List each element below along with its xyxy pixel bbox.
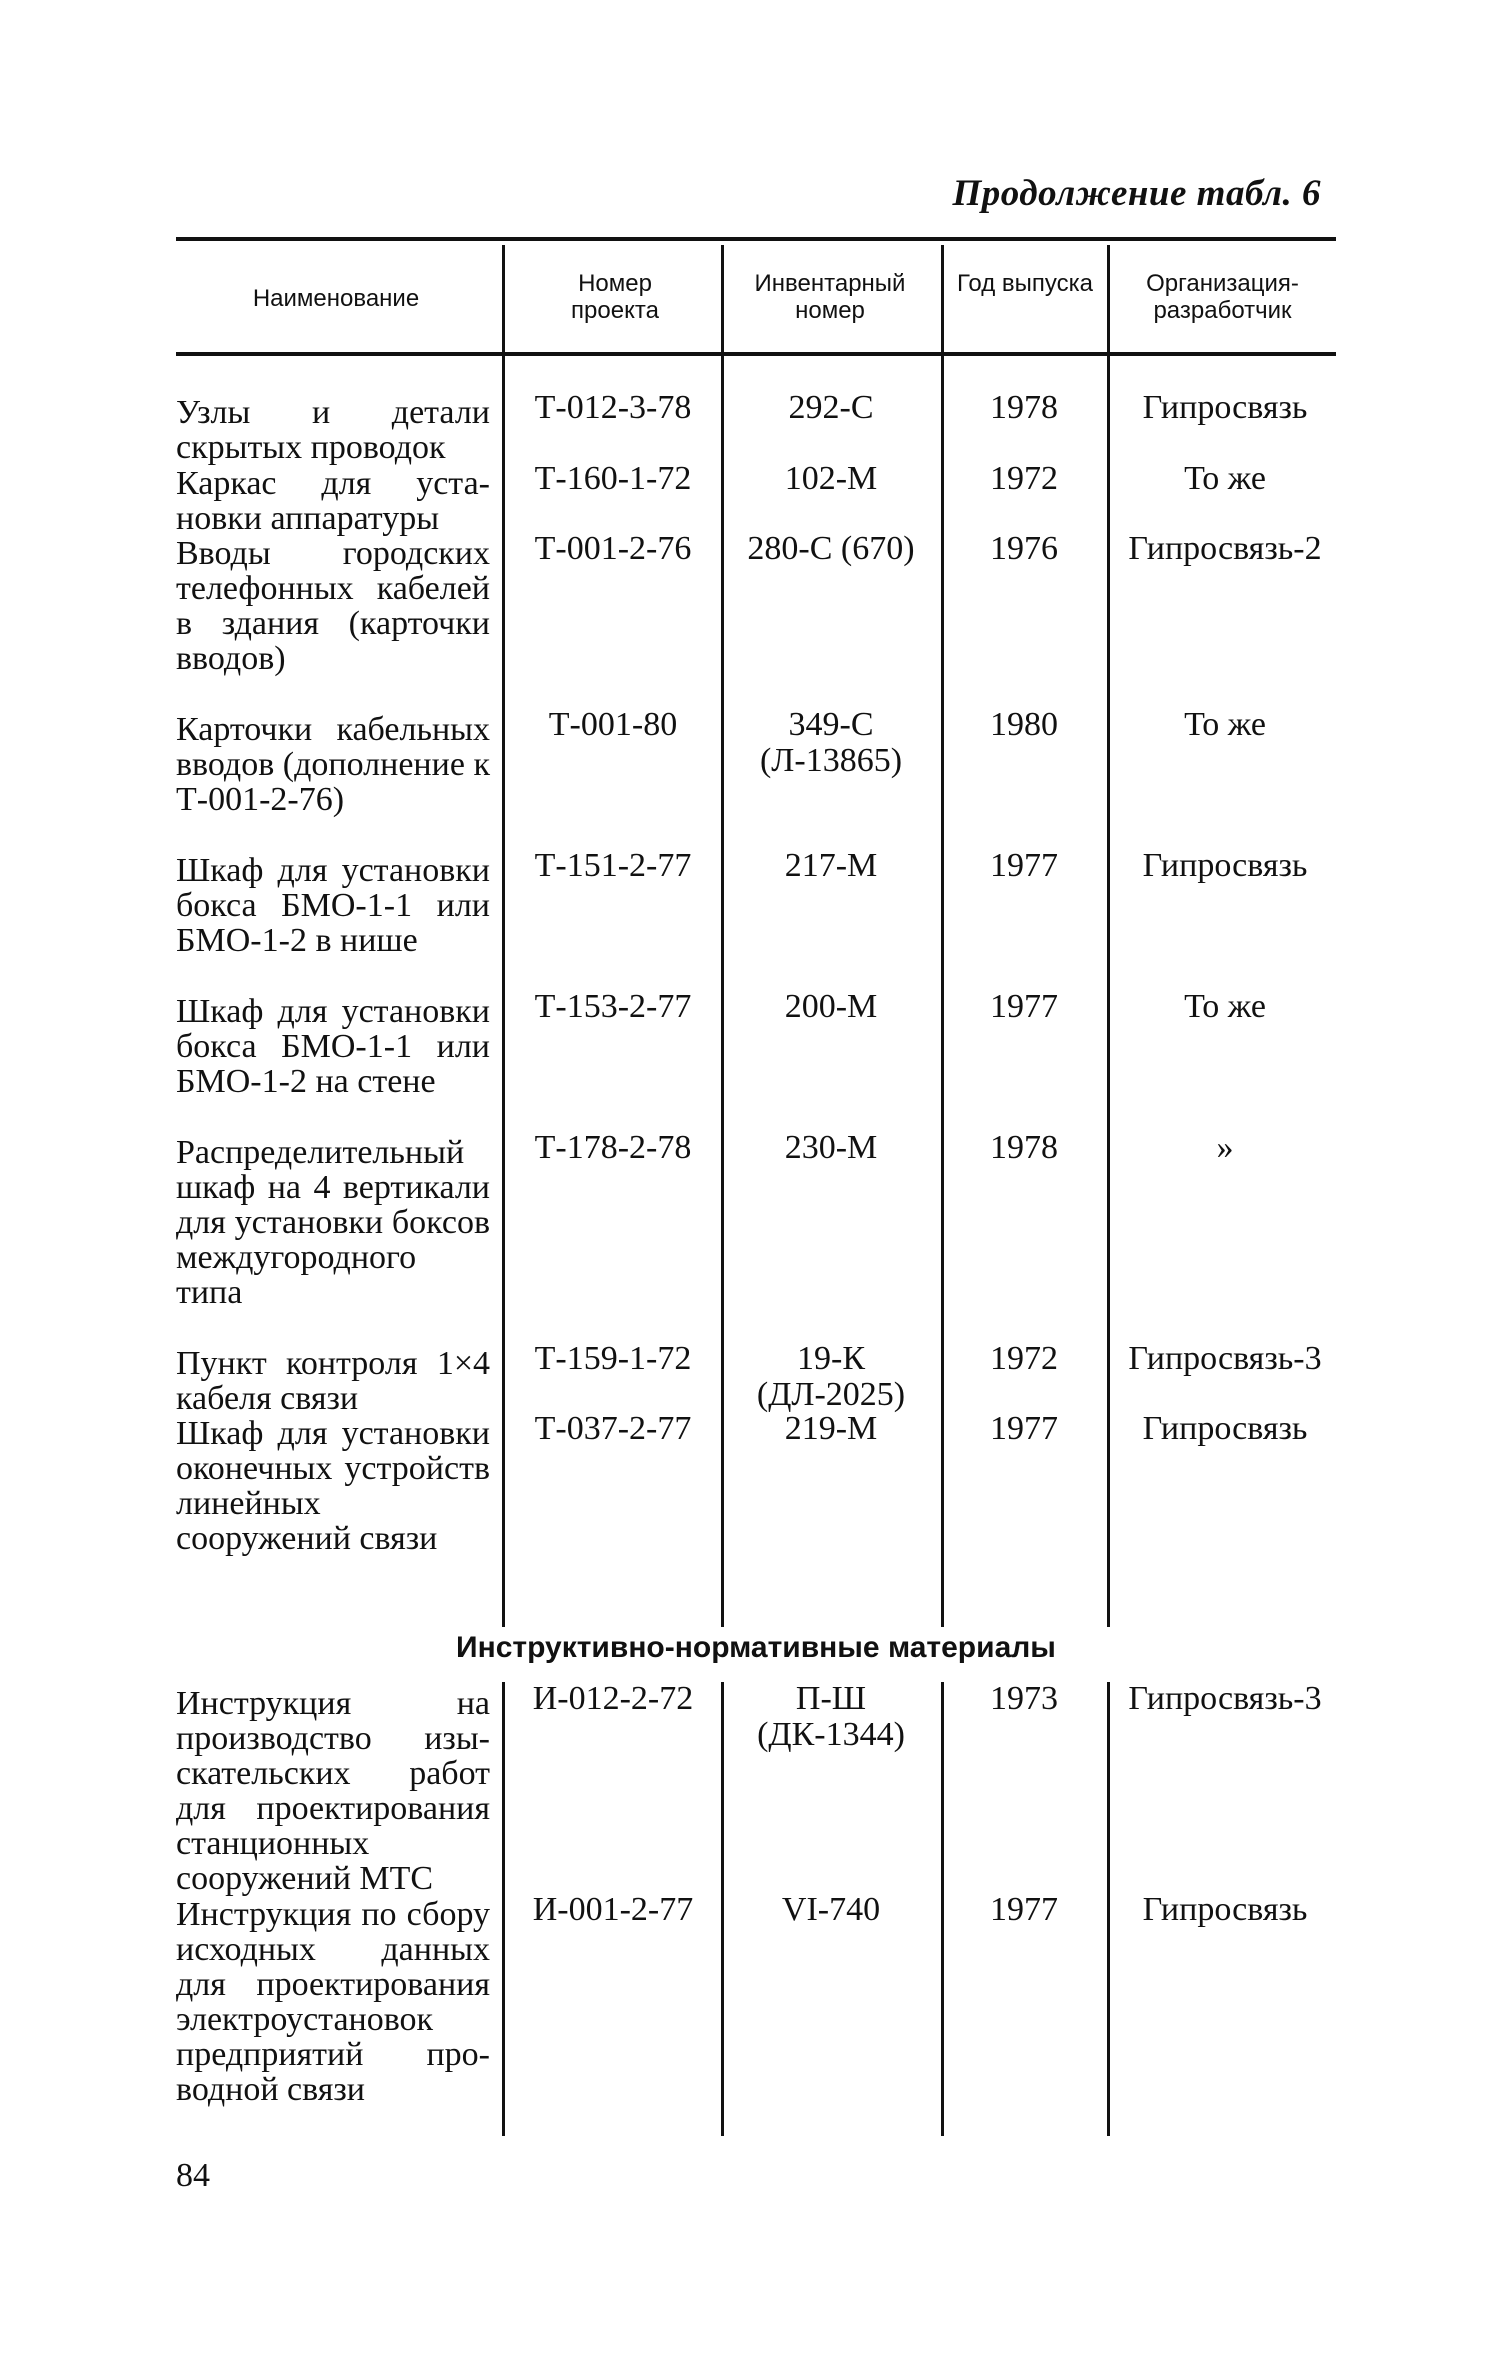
row-6-organization: То же bbox=[1184, 988, 1266, 1025]
row-3-inventory: 280-С (670) bbox=[747, 530, 915, 567]
row-3-name: Вводы городских телефонных кабелей в здания (карточки вводов) bbox=[176, 535, 490, 677]
row-3-year: 1976 bbox=[990, 530, 1058, 567]
row-4-name: Карточки кабельных вводов (дополнение к Т-001-2-76) bbox=[176, 711, 490, 818]
section-row-2-organization: Гипросвязь bbox=[1142, 1891, 1308, 1928]
row-9-name: Шкаф для установки оконечных устройств линейных сооружений связи bbox=[176, 1415, 490, 1557]
header-inventory: Инвентарный номер bbox=[754, 270, 906, 324]
row-9-inventory: 219-М bbox=[784, 1410, 878, 1447]
row-6-name: Шкаф для установки бокса БМО-1-1 или БМО-1-2 на стене bbox=[176, 993, 490, 1100]
row-8-year: 1972 bbox=[990, 1340, 1058, 1377]
row-2-name: Каркас для установки аппаратуры bbox=[176, 465, 490, 537]
section-row-2-project: И-001-2-77 bbox=[532, 1891, 694, 1928]
row-8-project: Т-159-1-72 bbox=[534, 1340, 692, 1377]
row-9-organization: Гипросвязь bbox=[1142, 1410, 1308, 1447]
row-1-year: 1978 bbox=[990, 389, 1058, 426]
row-9-project: Т-037-2-77 bbox=[534, 1410, 692, 1447]
header-organization: Организация-разработчик bbox=[1146, 270, 1299, 324]
column-rule bbox=[502, 245, 505, 1627]
row-7-name: Распределительный шкаф на 4 вертикали для установки боксов междугородного типа bbox=[176, 1134, 490, 1311]
section-row-2-name: Инструкция по сбору исходных данных для проектирования электроустановок предприятий проводной связи bbox=[176, 1896, 490, 2108]
row-2-organization: То же bbox=[1184, 460, 1266, 497]
row-2-project: Т-160-1-72 bbox=[534, 460, 692, 497]
row-5-year: 1977 bbox=[990, 847, 1058, 884]
section-row-1-organization: Гипросвязь-3 bbox=[1128, 1680, 1322, 1717]
row-5-name: Шкаф для установки бокса БМО-1-1 или БМО-1-2 в нише bbox=[176, 852, 490, 959]
row-1-inventory: 292-С bbox=[788, 389, 874, 426]
row-2-year: 1972 bbox=[990, 460, 1058, 497]
row-8-inventory: 19-К (ДЛ-2025) bbox=[756, 1340, 906, 1413]
section-row-2-inventory: VI-740 bbox=[781, 1891, 881, 1928]
row-6-inventory: 200-М bbox=[784, 988, 878, 1025]
row-2-inventory: 102-М bbox=[784, 460, 878, 497]
section-heading: Инструктивно-нормативные материалы bbox=[456, 1631, 1056, 1664]
table-top-rule bbox=[176, 237, 1336, 241]
column-rule bbox=[502, 1682, 505, 2136]
row-7-project: Т-178-2-78 bbox=[534, 1129, 692, 1166]
row-4-organization: То же bbox=[1184, 706, 1266, 743]
row-3-organization: Гипросвязь-2 bbox=[1128, 530, 1322, 567]
table-header-rule bbox=[176, 352, 1336, 356]
table-caption: Продолжение табл. 6 bbox=[952, 173, 1321, 214]
row-1-name: Узлы и детали скрытых проводок bbox=[176, 394, 490, 466]
row-4-year: 1980 bbox=[990, 706, 1058, 743]
section-row-1-project: И-012-2-72 bbox=[532, 1680, 694, 1717]
section-row-1-name: Инструкция на производство изыскательских работ для проектирования станционных сооружений МТС bbox=[176, 1685, 490, 1897]
row-7-inventory: 230-М bbox=[784, 1129, 878, 1166]
row-3-project: Т-001-2-76 bbox=[534, 530, 692, 567]
section-row-1-year: 1973 bbox=[990, 1680, 1058, 1717]
row-1-project: Т-012-3-78 bbox=[534, 389, 692, 426]
row-4-project: Т-001-80 bbox=[548, 706, 678, 743]
row-5-organization: Гипросвязь bbox=[1142, 847, 1308, 884]
row-8-organization: Гипросвязь-3 bbox=[1128, 1340, 1322, 1377]
page-number: 84 bbox=[176, 2157, 210, 2194]
row-7-year: 1978 bbox=[990, 1129, 1058, 1166]
row-4-inventory: 349-С (Л-13865) bbox=[759, 706, 903, 779]
row-6-year: 1977 bbox=[990, 988, 1058, 1025]
row-9-year: 1977 bbox=[990, 1410, 1058, 1447]
row-8-name: Пункт контроля 1×4 кабеля связи bbox=[176, 1345, 490, 1417]
row-6-project: Т-153-2-77 bbox=[534, 988, 692, 1025]
row-5-inventory: 217-М bbox=[784, 847, 878, 884]
row-5-project: Т-151-2-77 bbox=[534, 847, 692, 884]
row-7-organization: » bbox=[1216, 1129, 1234, 1166]
header-project: Номер проекта bbox=[571, 270, 659, 324]
header-name: Наименование bbox=[252, 285, 420, 312]
section-row-1-inventory: П-Ш (ДК-1344) bbox=[757, 1680, 905, 1753]
header-year: Год выпуска bbox=[957, 270, 1093, 297]
section-row-2-year: 1977 bbox=[990, 1891, 1058, 1928]
row-1-organization: Гипросвязь bbox=[1142, 389, 1308, 426]
